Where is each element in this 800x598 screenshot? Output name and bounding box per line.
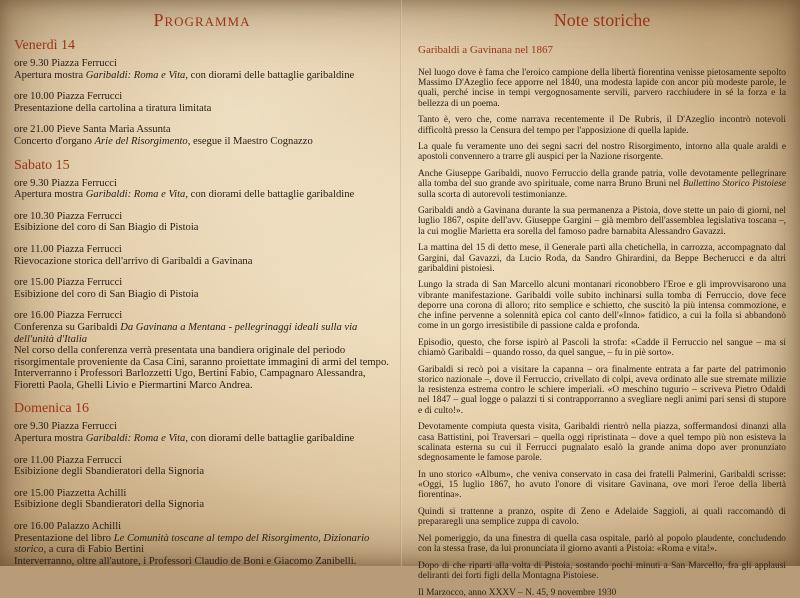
event-time-place: ore 9.30 Piazza Ferrucci xyxy=(14,177,117,189)
paragraph-text: Quindi si trattenne a pranzo, ospite di Zeno e Adelaide Saggioli, ai quali raccomandò di prepararegli una semplice zuppa di cavolo. xyxy=(418,506,786,528)
day-heading: Venerdì 14 xyxy=(14,38,76,53)
event-description xyxy=(14,222,390,234)
event-description xyxy=(14,189,390,201)
event-item xyxy=(14,124,390,147)
event-item xyxy=(14,310,390,391)
note-paragraph xyxy=(418,422,786,463)
note-paragraph xyxy=(418,365,786,416)
event-desc-text-after: , con diorami delle battaglie garibaldine xyxy=(185,433,355,445)
event-item xyxy=(14,277,390,300)
note-source: Il Marzocco, anno XXXV – N. 45, 9 novembre 1930 xyxy=(418,587,617,598)
event-desc-text: Concerto d'organo xyxy=(14,135,95,147)
event-desc-italic: Garibaldi: Roma e Vita xyxy=(85,69,186,81)
event-description xyxy=(14,322,390,345)
paragraph-text: Anche Giuseppe Garibaldi, nuovo Ferruccio della grande patria, volle devotamente pellegrinare alla tomba del suo grande avo spirituale, come narra Bruno Bruni nel xyxy=(418,169,786,190)
event-time-place: ore 10.30 Piazza Ferrucci xyxy=(14,210,123,222)
note-paragraph xyxy=(418,206,786,237)
event-desc-text: Apertura mostra xyxy=(14,189,86,201)
note-title: Note storiche xyxy=(553,10,651,30)
event-desc-text: Presentazione del libro xyxy=(14,532,114,544)
event-description xyxy=(14,256,390,268)
programma-column xyxy=(0,0,400,566)
note-paragraph xyxy=(418,338,786,358)
note-paragraph xyxy=(418,115,786,135)
event-time-place: ore 9.30 Piazza Ferrucci xyxy=(14,58,117,69)
event-desc-text-after: , a cura di Fabio Bertini xyxy=(43,544,145,556)
event-desc-text: Esibizione degli Sbandieratori della Signoria xyxy=(14,466,205,478)
note-column xyxy=(402,0,800,598)
paragraph-text: Garibaldi andò a Gavinana durante la sua permanenza a Pistoia, dove stette un paio di giorni, nel luglio 1867, ospite dell'avv. Giuseppe Gargini – già membro dell'assemblea legislativa toscana –, la cui moglie Marietta era sorella del famoso padre barnabita Alessandro Gavazzi. xyxy=(418,206,786,237)
event-time-place: ore 10.00 Piazza Ferrucci xyxy=(14,91,123,103)
event-item xyxy=(14,58,390,81)
paragraph-text: Lungo la strada di San Marcello alcuni montanari riconobbero l'Eroe e gli improvvisarono una vibrante manifestazione. Garibaldi volle subito inchinarsi sulla tomba di Ferruccio, dove fece deporre una corona di alloro; rito semplice e schietto, che suscitò la più intensa commozione, e che infine pervenne a solennità epica col canto dell'«Inno» fatidico, a cui la folla si abbandonò come in un gorgo irresistibile di passione calda e profonda. xyxy=(418,280,786,332)
note-paragraph xyxy=(418,534,786,554)
event-time-place: ore 16.00 Piazza Ferrucci xyxy=(14,310,123,322)
event-time-place: ore 11.00 Piazza Ferrucci xyxy=(14,454,122,466)
paragraph-italic: Bullettino Storico Pistoiese xyxy=(682,179,787,190)
event-time-place: ore 15.00 Piazzetta Achilli xyxy=(14,487,127,499)
event-extra: Interverranno, oltre all'autore, i Professori Claudio de Boni e Giacomo Zanibelli. xyxy=(14,555,357,567)
event-item xyxy=(14,488,390,511)
day-heading: Sabato 15 xyxy=(14,157,70,173)
event-time-place: ore 9.30 Piazza Ferrucci xyxy=(14,421,117,433)
event-item xyxy=(14,211,390,234)
event-description xyxy=(14,289,390,301)
note-paragraph xyxy=(418,68,786,109)
paragraph-text: La quale fu veramente uno dei segni sacri del nostro Risorgimento, intorno alla quale araldi e apostoli convennero a trarre gli auspici per la Nazione risorgente. xyxy=(418,142,786,163)
programma-days xyxy=(14,38,390,567)
note-paragraph xyxy=(418,507,786,527)
paragraph-text: In uno storico «Album», che veniva conservato in casa dei fratelli Palmerini, Garibaldi scrisse: «Oggi, 15 luglio 1867, ho avuto l'onore di visitare Gavinana, ove morì l'eroe della libertà fiorentina». xyxy=(418,469,786,501)
event-item xyxy=(14,178,390,201)
event-description xyxy=(14,433,390,445)
event-desc-text: Conferenza su Garibaldi xyxy=(14,321,121,333)
day-heading: Domenica 16 xyxy=(14,401,90,417)
paragraph-text: Dopo di che ripartì alla volta di Pistoia, sostando pochi minuti a San Marcello, fra gli applausi deliranti dei forti figli della Montagna Pistoiese. xyxy=(418,560,786,581)
paragraph-text: Tanto è, vero che, come narrava recentemente il De Rubris, il D'Azeglio incontrò notevoli difficoltà presso la Censura del tempo per l'apposizione di quella lapide. xyxy=(418,115,786,136)
note-subtitle: Garibaldi a Gavinana nel 1867 xyxy=(418,44,554,56)
event-desc-text-after: , esegue il Maestro Cognazzo xyxy=(187,135,313,147)
note-paragraph xyxy=(418,561,786,581)
event-speakers: Interverranno i Professori Barlozzetti Ugo, Bertini Fabio, Campagnaro Alessandra, Fioretti Paola, Ghelli Livio e Piermartini Marco Andrea. xyxy=(14,368,366,391)
paragraph-text: Devotamente compiuta questa visita, Garibaldi rientrò nella piazza, soffermandosi dinanzi alla casa Battistini, poi Traversari – quella oggi ripristinata – dove a quel tempo più non esisteva la scalinata esterna su cui il Ferrucci pugnalato esalò la grande anima dopo aver pronunziato sdegnosamente le famose parole. xyxy=(418,422,786,463)
event-time-place: ore 16.00 Palazzo Achilli xyxy=(14,521,122,533)
event-desc-text: Presentazione della cartolina a tiratura limitata xyxy=(14,102,212,114)
event-description xyxy=(14,466,390,478)
event-description xyxy=(14,533,390,556)
event-desc-text: Esibizione del coro di San Biagio di Pistoia xyxy=(14,222,199,234)
note-paragraph xyxy=(418,280,786,331)
paragraph-text: Episodio, questo, che forse ispirò al Pascoli la strofa: «Cadde il Ferruccio nel sangue – ma si chiamò Garibaldi – quando rosso, da quel sangue, – fu in piè sorto». xyxy=(418,337,786,359)
note-paragraph xyxy=(418,470,786,501)
paragraph-text: Nel pomeriggio, da una finestra di quella casa ospitale, parlò al popolo plaudente, concludendo con la stessa frase, da lui pronunciata il giorno avanti a Pistoia: «Roma e vita!». xyxy=(418,533,786,554)
event-time-place: ore 15.00 Piazza Ferrucci xyxy=(14,277,123,289)
event-desc-italic: Le Comunità toscane al tempo del Risorgimento, Dizionario storico xyxy=(14,532,370,556)
event-desc-text: Apertura mostra xyxy=(14,433,86,445)
event-item xyxy=(14,91,390,114)
event-time-place: ore 21.00 Pieve Santa Maria Assunta xyxy=(14,124,171,136)
paragraph-text: Nel luogo dove è fama che l'eroico campione della libertà fiorentina venisse pietosamente sepolto Massimo D'Azeglio fece apporre nel 1840, una modesta lapide con ancor più modeste parole, le quali, perché incise in tempi vergognosamente servili, parvero racchiudere in sé la forza e la bellezza di un poema. xyxy=(418,68,786,109)
event-item xyxy=(14,521,390,567)
event-desc-italic: Da Gavinana a Mentana - pellegrinaggi ideali sulla via dell'unità d'Italia xyxy=(14,321,358,345)
event-desc-text: Esibizione degli Sbandieratori della Signoria xyxy=(14,499,205,511)
paragraph-text: La mattina del 15 di detto mese, il Generale partì alla chetichella, in carrozza, accompagnato dal Gargini, dal Gavazzi, da Lucio Roda, da Sandro Ghirardini, da Beppe Becherucci e da altri garibaldini pistoiesi. xyxy=(418,243,786,274)
event-desc-text-after: , con diorami delle battaglie garibaldine xyxy=(185,69,355,81)
note-paragraph xyxy=(418,243,786,274)
event-desc-italic: Arie del Risorgimento xyxy=(94,135,188,147)
event-desc-text: Rievocazione storica dell'arrivo di Garibaldi a Gavinana xyxy=(14,255,253,267)
event-description xyxy=(14,70,390,82)
note-paragraphs xyxy=(418,68,786,581)
event-item xyxy=(14,244,390,267)
paragraph-text-after: sulla scorta di autorevoli testimonianze. xyxy=(418,189,568,200)
event-desc-text-after: , con diorami delle battaglie garibaldine xyxy=(185,189,355,201)
event-description xyxy=(14,136,390,148)
event-time-place: ore 11.00 Piazza Ferrucci xyxy=(14,243,122,255)
event-extra: Nel corso della conferenza verrà presentata una bandiera originale del periodo risorgimentale proveniente da Casa Cini, saranno proiettate immagini di armi del tempo. xyxy=(14,345,389,368)
event-desc-text: Esibizione del coro di San Biagio di Pistoia xyxy=(14,288,199,300)
event-description xyxy=(14,499,390,511)
note-paragraph xyxy=(418,142,786,162)
note-paragraph xyxy=(418,169,786,200)
event-desc-italic: Garibaldi: Roma e Vita xyxy=(85,433,186,445)
paragraph-text: Garibaldi si recò poi a visitare la capanna – ora finalmente entrata a far parte del patrimonio storico nazionale –, dove il Ferruccio, crivellato di colpi, aveva ordinato alle sue stremate milizie la resistenza estrema contro le schiere imperiali. «O meschino tugurio – scriveva Pietro Odaldi nel 1847 – gual logge o palazzi ti si contrapporranno a svegliare negli animi pari sensi di stupore e di culto!». xyxy=(418,364,786,416)
event-desc-text: Apertura mostra xyxy=(14,69,86,81)
event-description xyxy=(14,103,390,115)
event-desc-italic: Garibaldi: Roma e Vita xyxy=(85,189,186,201)
event-item xyxy=(14,421,390,444)
event-item xyxy=(14,455,390,478)
programma-title: Programma xyxy=(153,10,251,30)
